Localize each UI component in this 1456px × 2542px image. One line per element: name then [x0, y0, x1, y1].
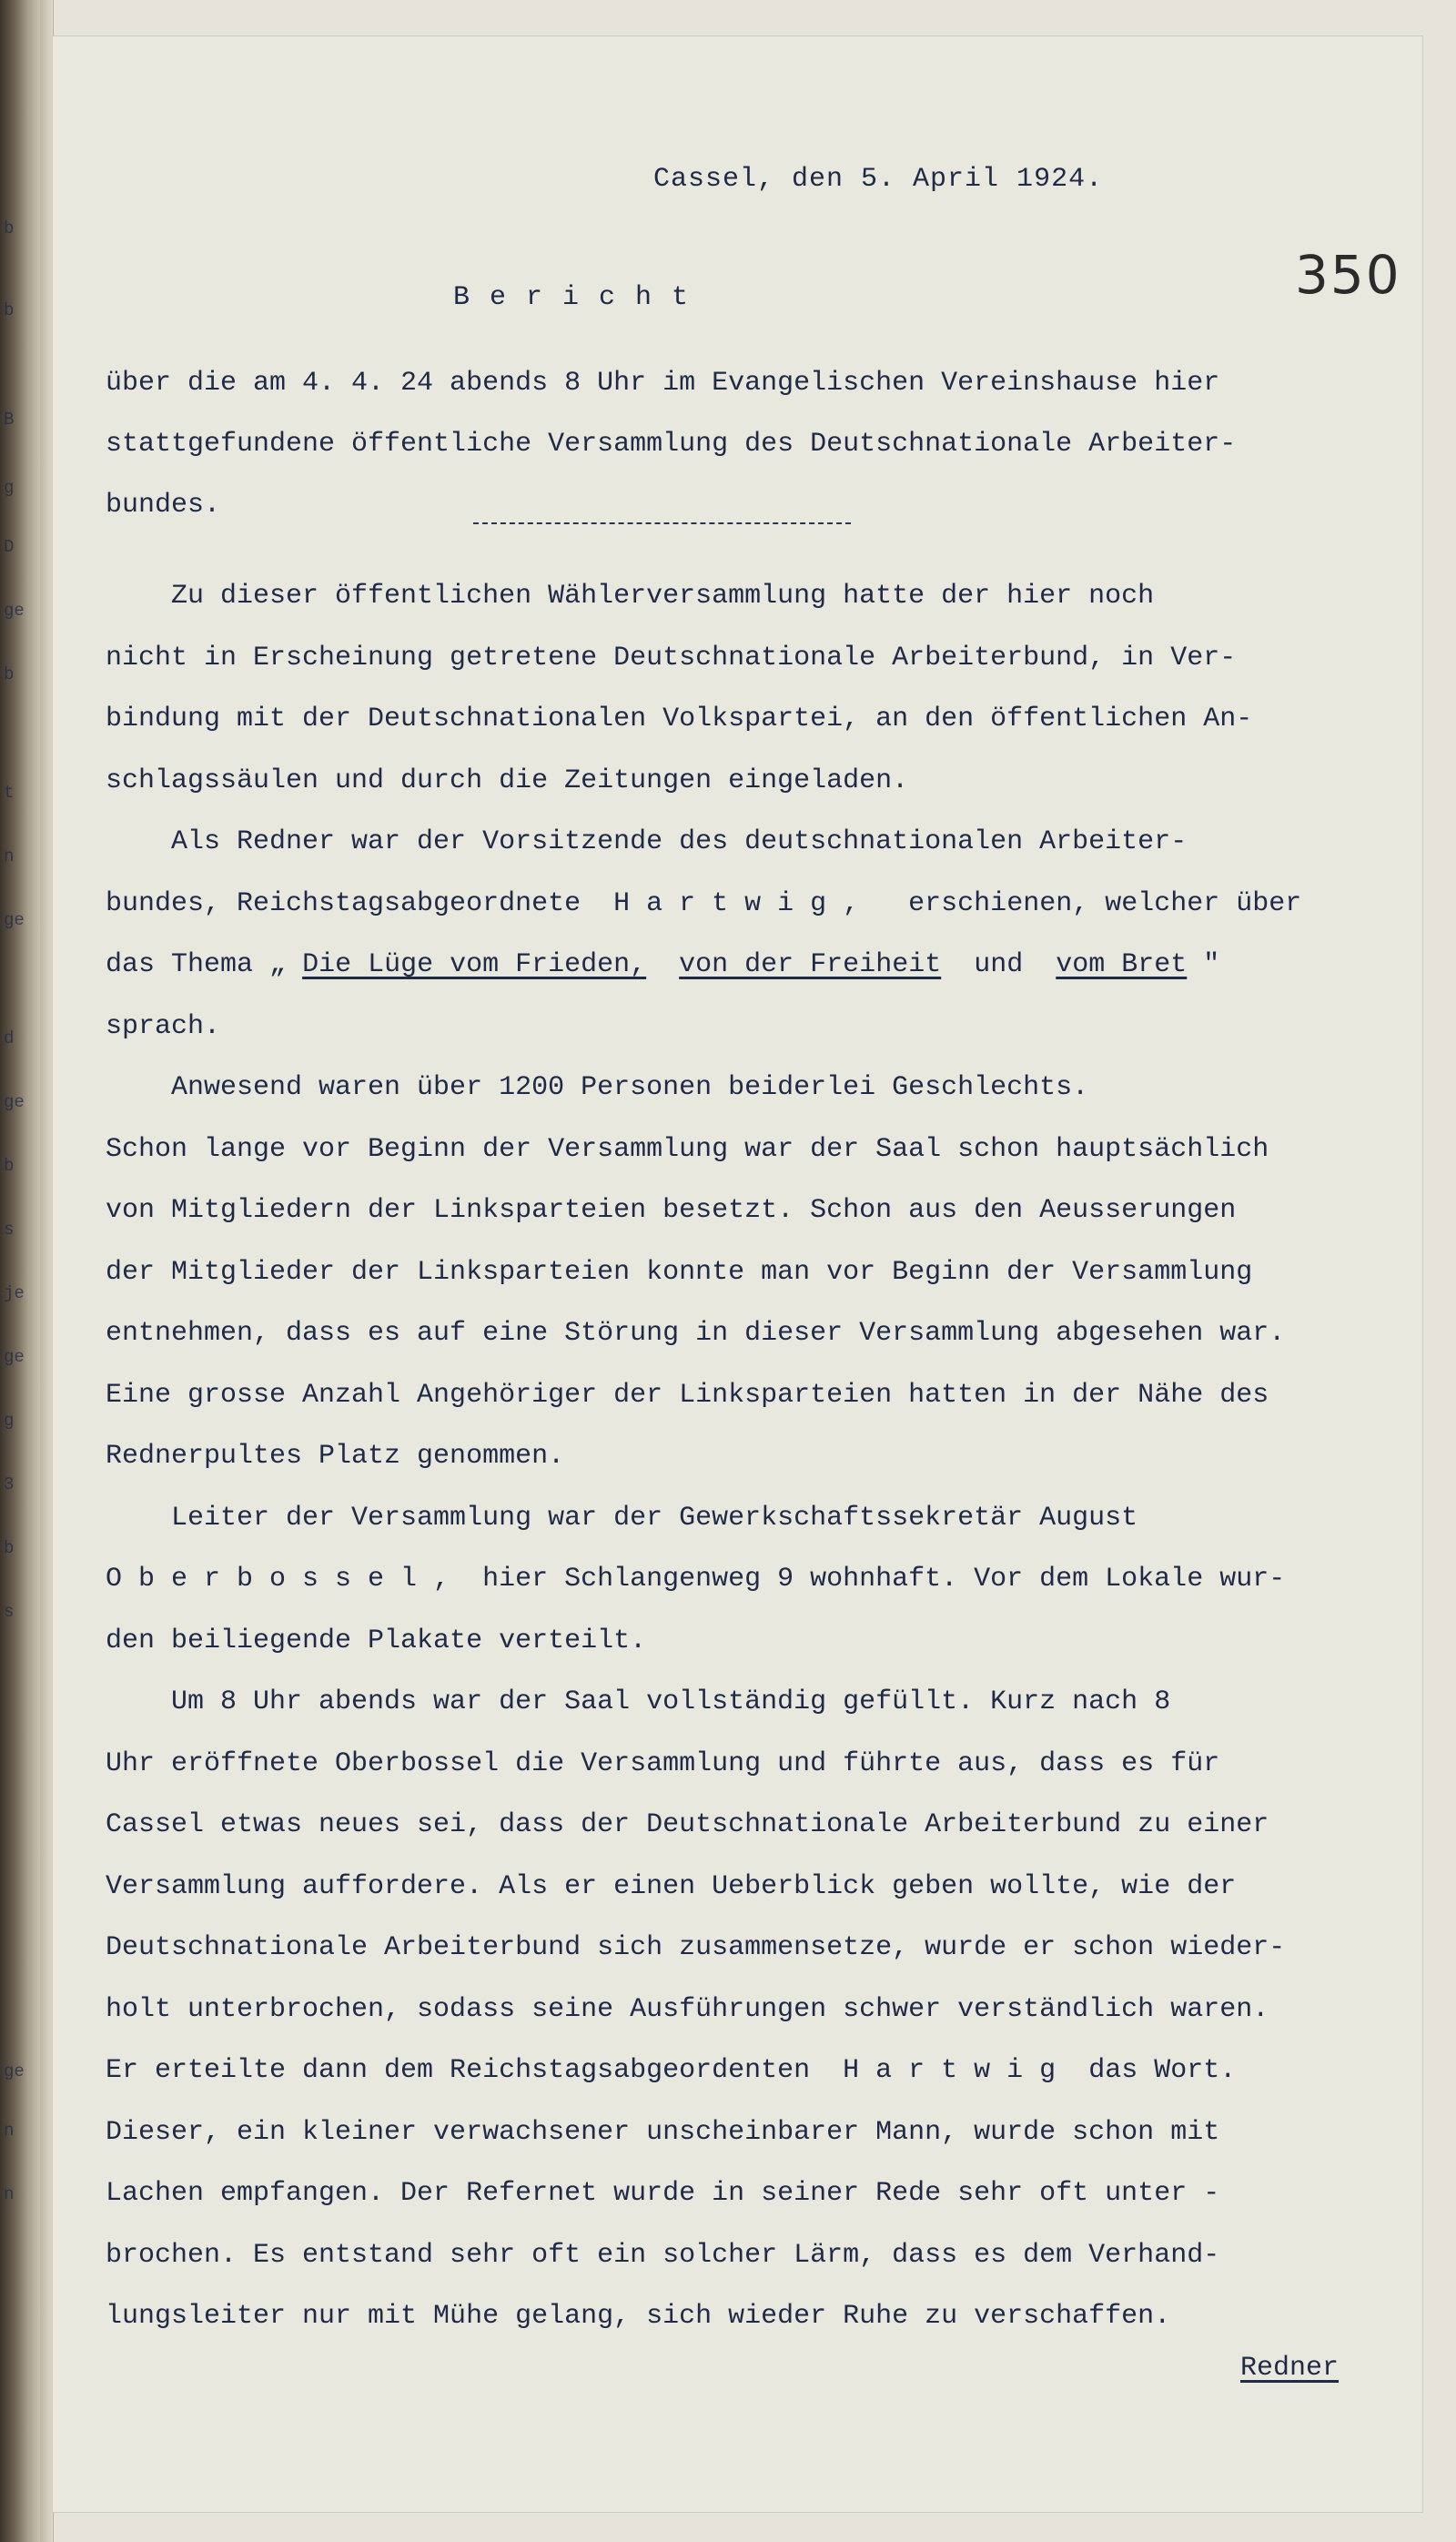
- typewritten-sheet: [53, 36, 1422, 2512]
- theme-close-quote: ": [1203, 949, 1220, 980]
- margin-fragment: B: [4, 410, 15, 430]
- body-line-text: Er erteilte dann dem Reichstagsabgeordenten: [106, 2055, 811, 2086]
- spaced-word-erschienen: erschienen, welcher über: [908, 887, 1302, 919]
- theme-part-3: vom Bret: [1056, 949, 1188, 980]
- body-line: nicht in Erscheinung getretene Deutschnationale Arbeiterbund, in Ver-: [106, 642, 1237, 673]
- report-subtitle: [106, 353, 1236, 536]
- margin-fragment: g: [4, 1411, 15, 1431]
- margin-fragment: d: [4, 1028, 15, 1048]
- body-line: Rednerpultes Platz genommen.: [106, 1441, 565, 1472]
- body-line: schlagssäulen und durch die Zeitungen eingeladen.: [106, 765, 909, 796]
- margin-fragments: [0, 0, 36, 2542]
- body-line: Versammlung auffordere. Als er einen Ueberblick geben wollte, wie der: [106, 1870, 1237, 1902]
- margin-fragment: D: [4, 537, 15, 557]
- body-line: Schon lange vor Beginn der Versammlung war der Saal schon hauptsächlich: [106, 1133, 1269, 1165]
- body-line-text: hier Schlangenweg 9 wohnhaft. Vor dem Lokale wur-: [482, 1564, 1286, 1595]
- body-line: Um 8 Uhr abends war der Saal vollständig gefüllt. Kurz nach 8: [106, 1686, 1171, 1717]
- spine-edge: [40, 0, 54, 2542]
- margin-fragment: b: [4, 1156, 15, 1176]
- body-line: von Mitgliedern der Linksparteien besetzt. Schon aus den Aeusserungen: [106, 1195, 1237, 1226]
- folio-number: 350: [1295, 244, 1401, 306]
- body-line: brochen. Es entstand sehr oft ein solcher Lärm, dass es dem Verhand-: [106, 2239, 1220, 2271]
- body-line: Eine grosse Anzahl Angehöriger der Linksparteien hatten in der Nähe des: [106, 1379, 1269, 1411]
- margin-fragment: je: [4, 1283, 25, 1303]
- body-line: Anwesend waren über 1200 Personen beiderlei Geschlechts.: [106, 1072, 1089, 1103]
- margin-fragment: b: [4, 218, 15, 238]
- margin-fragment: ge: [4, 910, 25, 930]
- body-line: Dieser, ein kleiner verwachsener unscheinbarer Mann, wurde schon mit: [106, 2116, 1220, 2148]
- body-line: Deutschnationale Arbeiterbund sich zusammensetze, wurde er schon wieder-: [106, 1932, 1286, 1963]
- body-line: Uhr eröffnete Oberbossel die Versammlung und führte aus, dass es für: [106, 1747, 1220, 1779]
- margin-fragment: b: [4, 300, 15, 320]
- margin-fragment: s: [4, 1602, 15, 1622]
- subtitle-line: bundes.: [106, 490, 221, 521]
- subtitle-line: über die am 4. 4. 24 abends 8 Uhr im Evangelischen Vereinshause hier: [106, 368, 1220, 399]
- body-line: den beiliegende Plakate verteilt.: [106, 1625, 647, 1656]
- body-line: Leiter der Versammlung war der Gewerkschaftssekretär August: [106, 1502, 1138, 1534]
- body-line-speaker: [106, 874, 1301, 936]
- theme-und: und: [974, 949, 1024, 980]
- margin-fragment: n: [4, 2121, 15, 2141]
- body-line: Lachen empfangen. Der Refernet wurde in seiner Rede sehr oft unter -: [106, 2178, 1220, 2209]
- body-line-theme: [106, 935, 1301, 997]
- body-line: der Mitglieder der Linksparteien konnte man vor Beginn der Versammlung: [106, 1256, 1253, 1288]
- body-line: entnehmen, dass es auf eine Störung in dieser Versammlung abgesehen war.: [106, 1318, 1286, 1349]
- report-body: [106, 566, 1301, 2348]
- body-line-floor: [106, 2041, 1301, 2102]
- margin-fragment: b: [4, 664, 15, 684]
- spaced-name-hartwig: Hartwig: [613, 887, 844, 919]
- margin-fragment: 3: [4, 1474, 15, 1494]
- document-title: Bericht: [453, 282, 709, 313]
- dateline: Cassel, den 5. April 1924.: [653, 164, 1104, 195]
- margin-fragment: n: [4, 846, 15, 866]
- body-line-chairman: [106, 1549, 1301, 1611]
- margin-fragment: ge: [4, 2061, 25, 2081]
- spaced-name-oberbossel: Oberbossel,: [106, 1564, 467, 1595]
- body-line-text: das Thema: [106, 949, 254, 980]
- theme-part-2: von der Freiheit: [679, 949, 942, 980]
- body-line: Cassel etwas neues sei, dass der Deutschnationale Arbeiterbund zu einer: [106, 1809, 1269, 1840]
- body-line-text: bundes, Reichstagsabgeordnete: [106, 887, 581, 919]
- margin-fragment: ge: [4, 1092, 25, 1112]
- body-line: Als Redner war der Vorsitzende des deutschnationalen Arbeiter-: [106, 826, 1188, 857]
- margin-fragment: ge: [4, 601, 25, 621]
- theme-part-1: Die Lüge vom Frieden,: [302, 949, 647, 980]
- body-line: sprach.: [106, 1010, 221, 1042]
- body-line: Zu dieser öffentlichen Wählerversammlung hatte der hier noch: [106, 581, 1155, 612]
- spaced-name-hartwig: Hartwig: [843, 2055, 1073, 2086]
- separator-rule: [473, 522, 851, 524]
- body-line: holt unterbrochen, sodass seine Ausführungen schwer verständlich waren.: [106, 1993, 1269, 2025]
- margin-fragment: ge: [4, 1347, 25, 1367]
- body-line: bindung mit der Deutschnationalen Volkspartei, an den öffentlichen An-: [106, 704, 1253, 734]
- margin-fragment: s: [4, 1220, 15, 1240]
- catchword: Redner: [1240, 2353, 1340, 2384]
- name-suffix: ,: [843, 887, 860, 919]
- subtitle-line: stattgefundene öffentliche Versammlung des Deutschnationale Arbeiter-: [106, 429, 1237, 460]
- margin-fragment: n: [4, 2184, 15, 2204]
- margin-fragment: g: [4, 478, 15, 498]
- body-line-text: das Wort.: [1088, 2055, 1237, 2086]
- margin-fragment: t: [4, 783, 15, 803]
- margin-fragment: b: [4, 1538, 15, 1558]
- body-line: lungsleiter nur mit Mühe gelang, sich wieder Ruhe zu verschaffen.: [106, 2301, 1171, 2332]
- theme-open-quote: „: [269, 949, 287, 980]
